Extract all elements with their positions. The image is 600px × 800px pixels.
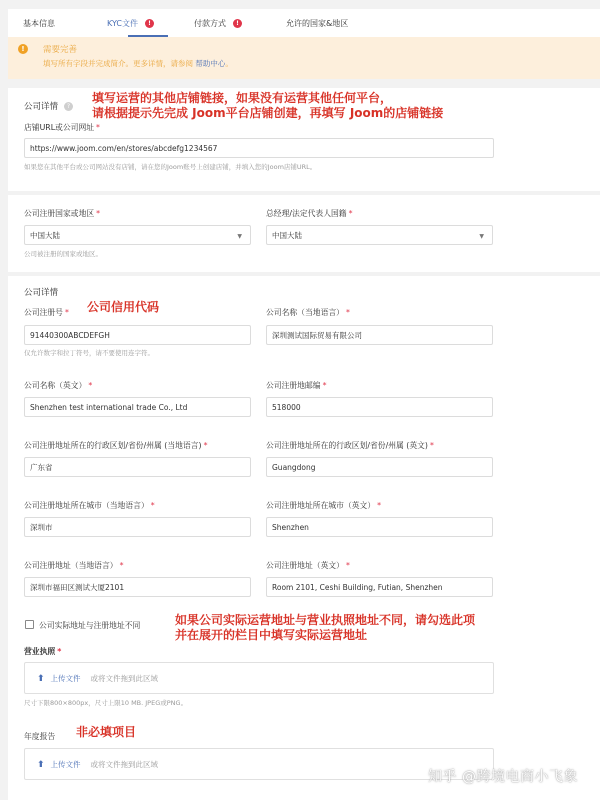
- tab-basic-info[interactable]: [8, 9, 71, 37]
- tab-label: 付款方式: [194, 18, 226, 28]
- select-value: 中国大陆: [30, 230, 60, 240]
- alert-banner: [8, 37, 600, 79]
- annotation-store-url-1: 填写运营的其他店铺链接，如果没有运营其他任何平台，: [92, 91, 393, 105]
- section-title: 公司详情: [24, 288, 59, 298]
- name-en-label: [24, 380, 92, 391]
- drop-hint: 或将文件拖到此区域: [90, 760, 159, 769]
- addr-en-input[interactable]: Room 2101, Ceshi Building, Futian, Shenzhen: [266, 577, 493, 597]
- registration-country-select[interactable]: [24, 225, 251, 245]
- label-text: 公司注册地址所在的行政区划/省份/州属 (英文): [266, 441, 428, 450]
- watermark: 知乎 @跨境电商小飞象: [428, 769, 578, 785]
- annotation-address-1: 如果公司实际运营地址与营业执照地址不同，请勾选此项: [175, 613, 476, 627]
- label-text: 公司名称（当地语言）: [266, 308, 344, 317]
- postcode-label: [266, 380, 326, 391]
- business-license-upload-zone[interactable]: [24, 662, 494, 694]
- country-card: [8, 195, 600, 272]
- required-mark: *: [377, 501, 382, 510]
- different-address-label[interactable]: 公司实际地址与注册地址不同: [39, 621, 141, 630]
- required-mark: *: [203, 441, 208, 450]
- store-url-hint: 如果您在其他平台或公司网站没有店铺，请在您的Joom账号上创建店铺，并填入您的Joom店铺URL。: [24, 163, 317, 171]
- city-local-input[interactable]: 深圳市: [24, 517, 251, 537]
- required-mark: *: [345, 561, 350, 570]
- annotation-credit-code: 公司信用代码: [87, 300, 160, 314]
- label-text: 营业执照: [24, 647, 56, 656]
- different-address-checkbox[interactable]: [25, 620, 34, 629]
- postcode-input[interactable]: 518000: [266, 397, 493, 417]
- alert-message: 填写所有字段并完成简介。更多详情，请参阅: [43, 59, 196, 68]
- help-center-link[interactable]: 帮助中心: [195, 59, 226, 68]
- required-mark: *: [57, 647, 62, 656]
- required-mark: *: [429, 441, 434, 450]
- required-mark: *: [150, 501, 155, 510]
- nationality-select[interactable]: [266, 225, 493, 245]
- upload-file-button[interactable]: 上传文件: [50, 674, 81, 683]
- name-local-input[interactable]: 深圳测试国际贸易有限公司: [266, 325, 493, 345]
- label-text: 总经理/法定代表人国籍: [266, 209, 347, 218]
- name-en-input[interactable]: Shenzhen test international trade Co., Ltd: [24, 397, 251, 417]
- alert-text: [43, 58, 233, 69]
- tab-label: KYC文件: [107, 18, 138, 28]
- region-en-input[interactable]: Guangdong: [266, 457, 493, 477]
- drop-hint: 或将文件拖到此区域: [90, 674, 159, 683]
- required-mark: *: [322, 381, 327, 390]
- annual-report-upload-zone[interactable]: [24, 748, 494, 780]
- page: [8, 0, 600, 800]
- error-badge-icon: !: [233, 19, 242, 28]
- tab-allowed-countries[interactable]: [258, 9, 364, 37]
- chevron-down-icon: ▼: [237, 233, 242, 240]
- upload-row: [37, 673, 158, 684]
- reg-no-label: [24, 307, 69, 318]
- upload-icon: ⬆: [37, 673, 45, 684]
- label-text: 公司注册地邮编: [266, 381, 321, 390]
- alert-suffix: 。: [225, 59, 233, 68]
- required-mark: *: [119, 561, 124, 570]
- tab-label: 允许的国家&地区: [286, 18, 349, 28]
- business-license-label: [24, 646, 61, 657]
- label-text: 公司注册地址所在城市（英文）: [266, 501, 376, 510]
- required-mark: *: [345, 308, 350, 317]
- store-url-card: [8, 88, 600, 191]
- label-text: 公司注册号: [24, 308, 63, 317]
- annotation-store-url-2: 请根据提示先完成 Joom平台店铺创建，再填写 Joom的店铺链接: [92, 106, 444, 120]
- alert-title: 需要完善: [43, 45, 78, 55]
- label-text: 店铺URL或公司网址: [24, 123, 95, 132]
- error-badge-icon: !: [145, 19, 154, 28]
- annotation-address-2: 并在展开的栏目中填写实际运营地址: [175, 628, 368, 642]
- help-icon[interactable]: ?: [64, 102, 73, 111]
- tab-kyc-documents[interactable]: [71, 9, 172, 37]
- tab-label: 基本信息: [23, 18, 55, 28]
- required-mark: *: [64, 308, 69, 317]
- registration-country-hint: 公司被注册的国家或地区。: [24, 250, 102, 258]
- required-mark: *: [96, 123, 100, 132]
- section-title-text: 公司详情: [24, 102, 59, 112]
- registration-country-label: [24, 208, 100, 219]
- reg-no-input[interactable]: 91440300ABCDEFGH: [24, 325, 251, 345]
- required-mark: *: [88, 381, 93, 390]
- label-text: 公司注册地址（当地语言）: [24, 561, 118, 570]
- region-local-input[interactable]: 广东省: [24, 457, 251, 477]
- name-local-label: [266, 307, 350, 318]
- annual-report-label: 年度报告: [24, 732, 56, 741]
- chevron-down-icon: ▼: [479, 233, 484, 240]
- select-value: 中国大陆: [272, 230, 302, 240]
- region-local-label: [24, 440, 207, 451]
- addr-local-input[interactable]: 深圳市福田区测试大厦2101: [24, 577, 251, 597]
- nationality-label: [266, 208, 353, 219]
- label-text: 公司注册地址所在的行政区划/省份/州属 (当地语言): [24, 441, 202, 450]
- upload-row: [37, 759, 158, 770]
- info-icon: !: [18, 44, 28, 54]
- section-title: [24, 100, 73, 112]
- label-text: 公司名称（英文）: [24, 381, 87, 390]
- business-license-hint: 尺寸下限800×800px，尺寸上限10 MB. JPEG或PNG。: [24, 699, 188, 707]
- city-local-label: [24, 500, 155, 511]
- company-details-card: [8, 276, 600, 800]
- tab-payment-method[interactable]: [172, 9, 258, 37]
- city-en-label: [266, 500, 381, 511]
- region-en-label: [266, 440, 434, 451]
- reg-no-hint: 仅允许数字和拉丁符号，请不要使用连字符。: [24, 349, 154, 357]
- city-en-input[interactable]: Shenzhen: [266, 517, 493, 537]
- store-url-input[interactable]: https://www.joom.com/en/stores/abcdefg1234567: [24, 138, 494, 158]
- label-text: 公司注册国家或地区: [24, 209, 95, 218]
- required-mark: *: [96, 209, 101, 218]
- upload-file-button[interactable]: 上传文件: [50, 760, 81, 769]
- label-text: 公司注册地址所在城市（当地语言）: [24, 501, 149, 510]
- store-url-label: [24, 122, 100, 133]
- label-text: 公司注册地址（英文）: [266, 561, 344, 570]
- tab-bar: [8, 9, 600, 37]
- upload-icon: ⬆: [37, 759, 45, 770]
- addr-local-label: [24, 560, 123, 571]
- addr-en-label: [266, 560, 350, 571]
- required-mark: *: [348, 209, 353, 218]
- annotation-optional: 非必填项目: [76, 725, 137, 739]
